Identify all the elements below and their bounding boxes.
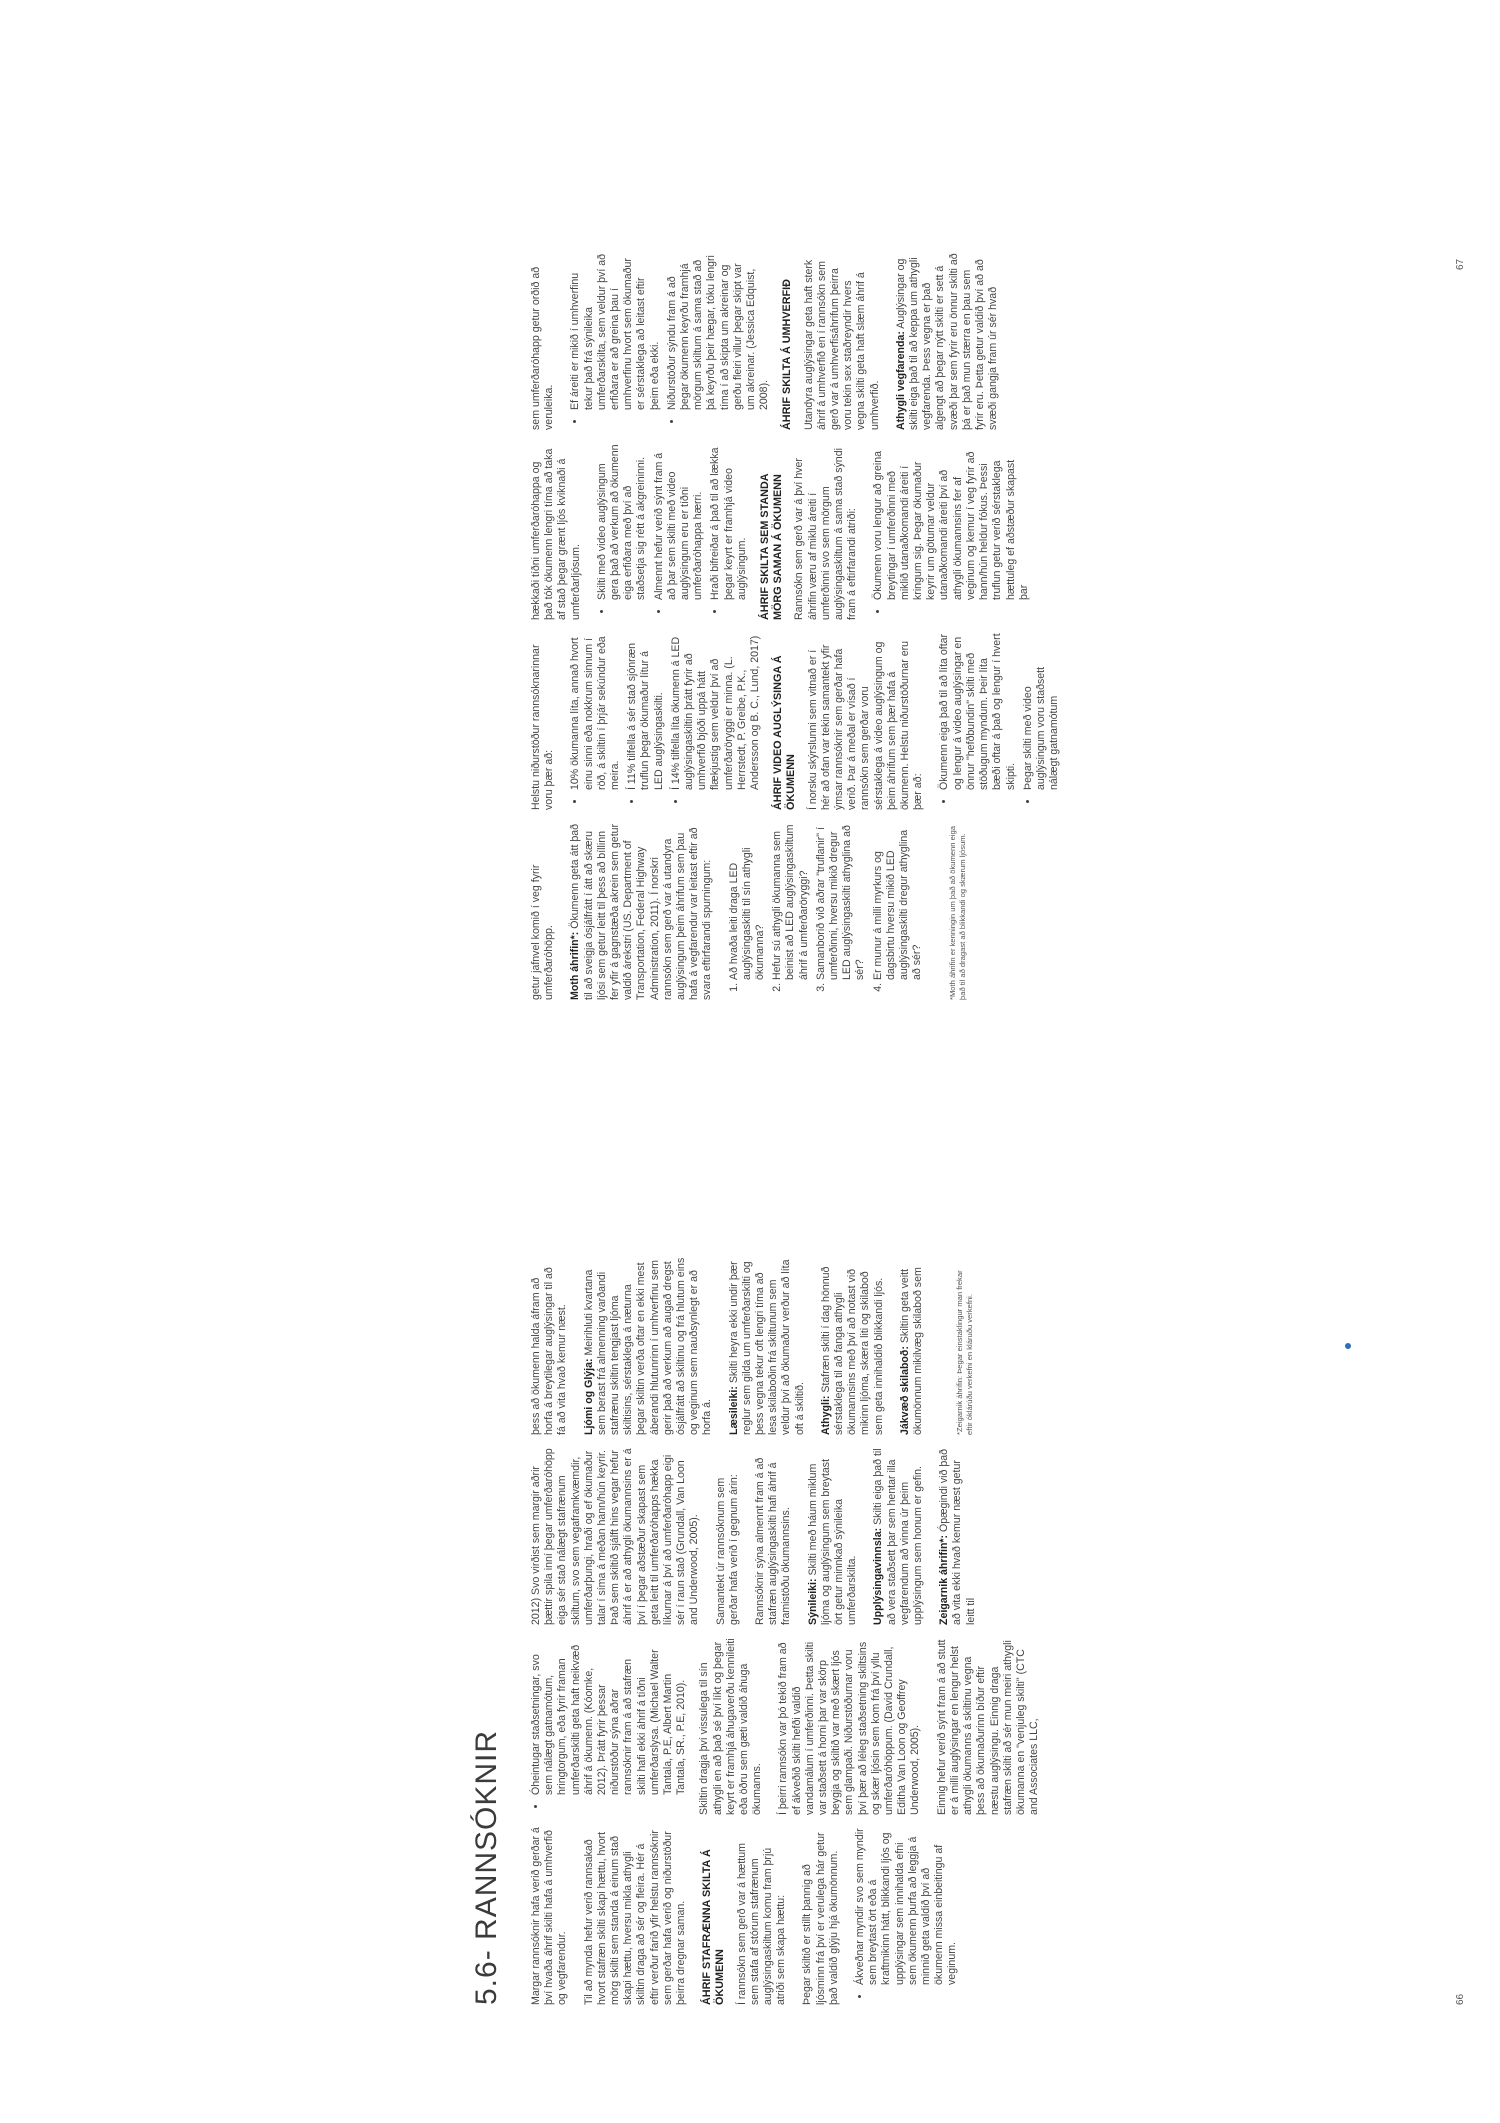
term-text: Skilti með háum miklum ljóma og auglýsingum sem breytast ört getur minnkað sýnileika umferðarskilta. [806, 1458, 859, 1625]
paragraph: Skiltin dragja því vissulega til sín athygli en að það sé því líkt og þegar keyrt er framhjá áhugaverðu kennileiti eða öðru sem gæti valdið áhuga ökumanns. [698, 1638, 764, 1815]
right-column-3 [530, 442, 1041, 620]
paragraph: sem umferðaróhapp getur orðið að veruleika. [530, 266, 556, 430]
term-text: Ökumenn geta átt það til að sveigja ósjálfrátt í átt að skæru ljósi sem getur leitt til þess að bíllinn fer yfir á gagnstæða akrein sem getur valdið árekstri (US. Department of Transportation, Federal Highway Administration, 2011). Í norskri rannsókn sem gerð var á utandyra auglýsingum þeim áhrifum sem þau hafa á vegfarendur var leitast eftir að svara eftirfarandi spurningum: [569, 823, 714, 1000]
term-label: Zeigarnik áhrifin*: [938, 1534, 951, 1625]
bullet-list [569, 252, 771, 430]
blue-dot-marker [1345, 1343, 1351, 1349]
term-text: Ópægindi við það að vita ekki hvað kemur næst getur leitt til [938, 1448, 977, 1625]
term-text: Skiltin geta veitt ökumönnum mikilvæg skilaboð sem [898, 1267, 925, 1435]
term-text: Auglýsingar og skilti eiga það til að keppa um athygli vegfarenda. Þess vegna er það algengt að þegar nýtt skilti er sett á svæði þar sem fyrir eru önnur skilti að þá er það mun stærra en þau sem fyrir eru. Þetta getur valdið því að að svæði gangja fram úr sér hvað [894, 253, 1000, 430]
paragraph [872, 1447, 925, 1625]
paragraph: Til að mynda hefur verið rannsakað hvort stafræn skilti skapi hættu, hvort mörg skilti sem standa á einum stað skapi hættu, hversu mikla athygli skiltin draga að sér og fleira. Hér á eftir verður farið yfir helstu rannsóknir sem gerðar hafa verið og niðurstöður þeirra dregnar saman. [582, 1830, 688, 2005]
list-item: • 10% ökumanna líta, annað hvort einu sinni eða nokkrum sinnum í röð, á skiltin í þrjár sekúndur eða meira. [569, 632, 622, 790]
footnote: *Zeigarnik áhrifin: Þegar einstaklingur man frekar eftir óklárúðu verkefni en kláruðu verkefni. [955, 1270, 974, 1435]
list-item: 2. Hefur sú athygli ökumanna sem beinist að LED auglýsingaskiltum áhrif á umferðaröryggi? [771, 822, 811, 980]
paragraph: Í norsku skýrslunni sem vitnað er í hér að ofan var tekin samantekt yfir ýmsar rannsóknir sem gerðar hafa verið. Þar á meðal er vísað í rannsókn sem gerðar voru sérstaklega á video auglýsingum og þeim áhrifum sem þær hafa á ökumenn. Helstu niðurstöðurnar eru þær að: [806, 640, 925, 810]
section-heading: ÁHRIF SKILTA SEM STANDA MÖRG SAMAN Á ÖKUMENN [759, 473, 785, 620]
term-text: Meirihluti kvartana sem berast frá almenning varðandi stafrænu skiltin tengjast ljóma skiltisins, sérstaklega á næturna þegar skiltin verða oftar en ekki mest áberandi hlutunrinn í umhverfinu sem gerir það að verkum að augað dregst ósjálfrátt að skiltinu og frá hlutum eins og veginum sem nauðsynlegt er að horfa á. [582, 1257, 714, 1435]
left-column-1 [530, 1827, 970, 2005]
term-label: Athygli: [819, 1395, 832, 1435]
bullet-list [872, 442, 1030, 620]
left-column-3 [530, 1447, 991, 1625]
list-item: • Þegar skilti með video auglýsingum voru staðsett nálægt gatnamótum [1022, 632, 1062, 790]
list-item: 3. Samanborið við aðrar "truflanir" í umferðinni, hversu mikið dregur LED auglýsingaskilti athyglina að sér? [815, 822, 868, 980]
paragraph [895, 252, 1001, 430]
right-column-1 [530, 822, 980, 1000]
paragraph [569, 822, 714, 1000]
paragraph: Samantekt úr rannsóknum sem gerðar hafa verið í gegnum árin: [714, 1474, 740, 1625]
bullet-list [938, 632, 1061, 810]
list-item: • Óheintugar staðsetningar, svo sem nálægt gatnamótum, hringtorgum, eða fyrir framan umferðarskilti geta haft neikvæð áhrif á ökumenn. (Kóomke, 2012). Þrátt fyrir þessar niðurstöður sýna aðrar rannsóknir fram á að stafræn skilti hafi ekki áhrif á tíðni umferðarslysa. (Michael Walter Tantala, P.E, Albert Martin Tantala, SR., P.E, 2010). [530, 1637, 688, 1795]
term-label: Ljómi og Glýja: [582, 1358, 595, 1435]
term-label: Upplýsingavinnsla: [872, 1527, 885, 1625]
left-column-4 [530, 1257, 987, 1435]
right-page [0, 0, 1500, 1060]
list-item: • Ákveðnar myndir svo sem myndir sem breytast ört eða á kraftmikinn hátt, blikkandi ljós og upplýsingar sem innihalda efni sem ökumenn þurfa að leggja á minnið geta valdið því að ökumenn missa einbeitingu af veginum. [854, 1827, 960, 1985]
list-item: • Hraði bifreiðar á það til að lækka þegar keyrt er framhjá video auglýsingum. [709, 442, 749, 600]
paragraph: 2012) Svo virðist sem margir aðrir þættir spila inní þegar umferðaróhöpp eiga sér stað nálægt stafrænum skiltum, svo sem vegaframkvæmdir, umferðarþungi, hraði og ef ökumaður talar í síma á meðan hann/hún keyrir. Það sem skiltið sjálft hins vegar hefur áhrif á er að athygli ökumannsins er á því í þegar aðstæður skapast sem geta leitt til umferðaróhapps hækka líkurnar á því að umferðaróhapp eigi sér í raun stað (Grundall, Van Loon and Underwood, 2005). [530, 1448, 701, 1625]
term-label: Læsileiki: [727, 1386, 740, 1435]
paragraph [583, 1257, 715, 1435]
page-title: 5.6- RANNSÓKNIR [470, 1729, 503, 2005]
paragraph: Í þeirri rannsókn var þó tekið fram að ef ákveðið skilti hefði valdið vandamálum í umferðinni. Þetta skilti var staðsett á horni þar var skörp beygja og skiltið var með skært ljós sem glampaði. Niðurstöðurnar voru því þær að léleg staðsetning skiltsins og skær ljósin sem kom frá því yllu umferðaróhöppum. (David Crundall, Editha Van Loon og Geoffrey Underwood, 2005). [777, 1641, 922, 1815]
intro-paragraph: Margar rannsóknir hafa verið gerðar á því hvaða áhrif skilti hafa á umhverfið og vegfarendur. [530, 1827, 569, 2005]
question-list [728, 822, 925, 1000]
term-label: Athygli vegfarenda: [894, 331, 907, 430]
footnote: *Moth áhrifin er kenningin um það að ökumenn eiga það til að dragast að blikkandi og skærum ljósum. [948, 826, 967, 1000]
left-page [0, 1063, 1500, 2123]
paragraph: Rannsókn sem gerð var á því hver áhrifin væru af miklu áreiti í umferðinni svo sem mörgum auglýsingaskiltum á sama stað sýndi fram á eftirfarandi atriði: [793, 448, 859, 620]
bullet-list [569, 632, 762, 810]
term-text: Stafræn skilti í dag hönnuð sérstaklega til að fanga athygli ökumannsins með því að notast við mikinn ljóma, skæra liti og skilaboð sem geta innihaldið blikkandi ljós. [819, 1266, 885, 1435]
bullet-list [854, 1827, 960, 2005]
bullet-list [530, 1637, 688, 1815]
left-column-2 [530, 1637, 1054, 1815]
paragraph: Þegar skiltið er stillt þannig að ljósminn frá því er verulega hár getur það valdið glýju hjá ökumönnum. [801, 1832, 840, 2005]
list-item: • Skilti með video auglýsingum gera það að verkum að ökumenn eiga erfiðara með því að staðsetja sig rétt á akgreininni. [596, 442, 649, 600]
page-number: 67 [1455, 258, 1466, 270]
term-label: Sýnileiki: [806, 1578, 819, 1625]
list-item: • Ökumenn eiga það til að líta oftar og lengur á video auglýsingar en önnur "hefðbundin" skilti með stöðugum myndum. Þeir líta bæði oftar á það og lengur í hvert skipti. [938, 632, 1017, 790]
right-column-4 [530, 252, 1014, 430]
paragraph [807, 1447, 860, 1625]
section-heading: ÁHRIF SKILTA Á UMHVERFIÐ [781, 279, 794, 430]
term-text: Skilti heyra ekki undir þær reglur sem gilda um umferðarskilti og þess vegna tekur oft lengri tíma að lesa skilaboðin frá skiltunum sem veldur því að ökumaður verður að líta oft á skiltið. [727, 1259, 806, 1435]
list-item: 1. Að hvaða leiti draga LED auglýsingaskilti til sín athygli ökumanna? [728, 822, 768, 980]
list-item: • Í 11% tilfella á sér stað sjónræn truflun þegar ökumaður lítur á LED auglýsingaskilti. [626, 632, 666, 790]
section-heading: ÁHRIF VIDEO AUGLÝSINGA Á ÖKUMENN [772, 655, 798, 810]
list-item: 4. Er munur á milli myrkurs og dagsbirtu hversu mikið LED auglýsingaskilti dregur athyglina að sér? [872, 822, 925, 980]
paragraph: hækkaði tíðni umferðaróhappa og það tók ökumenn lengri tíma að taka af stað þegar grænt ljós kviknaði á umferðarljósum. [530, 448, 582, 620]
paragraph: Einnig hefur verið sýnt fram á að stutt er á milli auglýsingar en lengur helst athygli ökumanns á skiltinu vegna þess að ökumaðurinn bíður eftir næstu auglýsingu. Einnig draga stafræn skilti að sér mun meiri athygli ökumanna en "venjuleg skilti" (CTC and Associates LLC, [935, 1639, 1041, 1815]
paragraph: þess að ökumenn halda áfram að horfa á breytilegar auglýsingar til að fá að vita hvað kemur næst. [530, 1267, 569, 1435]
paragraph: Rannsóknir sýna almennt fram á að stafræn auglýsingaskilti hafi áhrif á framistöðu ökumannsins. [754, 1457, 793, 1625]
paragraph [728, 1257, 807, 1435]
term-label: Moth áhrifin*: [569, 931, 582, 1000]
paragraph: Helstu niðurstöður rannsóknarinnar voru þær að: [530, 644, 556, 810]
list-item: • Í 14% tilfella líta ökumenn á LED auglýsingaskiltin þrátt fyrir að umhverfið bjóði uppá hátt flækjustig sem veldur því að umferðaröryggi er minna. (L. Herrstedt, P. Greibe, P.K., Andersson og B. C., Lund, 2017) [670, 632, 762, 790]
paragraph [820, 1257, 886, 1435]
paragraph [899, 1257, 925, 1435]
term-text: Skilti eiga það til að vera staðsett þar sem hentar illa vegfarendum að vinna úr þeim upplýsingum sem honum er gefin. [872, 1448, 925, 1625]
term-label: Jákvæð skilaboð: [898, 1346, 911, 1435]
paragraph: Utandyra auglýsingar geta haft sterk áhrif á umhverfið en í rannsókn sem gerð var á umhverfisáhrifum þeirra voru tekin sex staðreyndir hvers vegna skilti geta haft slæm áhrif á umhverfið. [802, 259, 881, 430]
right-column-2 [530, 632, 1071, 810]
list-item: • Almennt hefur verið sýnt fram á að þar sem skilti með video auglýsingum eru er tíðni umferðaróhappa hærri. [653, 442, 706, 600]
list-item: • Ef áreiti er mikið í umhverfinu tekur það frá sýnileika umferðarskilta, sem veldur því að erfiðara er að greina þau í umhverfinu hvort sem ökumaður er sérstaklega að leitast eftir þeim eða ekki. [569, 252, 661, 410]
section-heading: ÁHRIF STAFRÆNNA SKILTA Á ÖKUMENN [701, 1849, 727, 2005]
list-item: • Niðurstöður sýndu fram á að þegar ökumenn keyrðu framhjá mörgum skiltum á sama stað að þá keyrðu þeir hægar, tóku lengri tíma í að skipta um akreinar og gerðu fleiri villur þegar skipt var um akreinar. (Jessica Edquist, 2008). [666, 252, 772, 410]
paragraph [938, 1447, 978, 1625]
page-number: 66 [1455, 1993, 1466, 2005]
list-item: • Ökumenn voru lengur að greina breytingar í umferðinni með miklið utanaðkomandi áreiti í kringum sig. Þegar ökumaður keyrir um götumar veldur utanaðkomandi áreiti því að athygli ökumannsins fer af veginum og kemur í veg fyrir að hann/hún heldur fókus. Þessi truflun getur verið sérstaklega hættuleg ef aðstæður skapast þar [872, 442, 1030, 600]
paragraph: getur jafnvel komið í veg fyrir umferðaróhöpp. [530, 864, 556, 1000]
bullet-list [596, 442, 749, 620]
paragraph: Í rannsókn sem gerð var á hættum sem stafa af stórum stafrænum auglýsingaskiltum komu fram þrjú atriði sem skapa hættu: [735, 1843, 788, 2005]
